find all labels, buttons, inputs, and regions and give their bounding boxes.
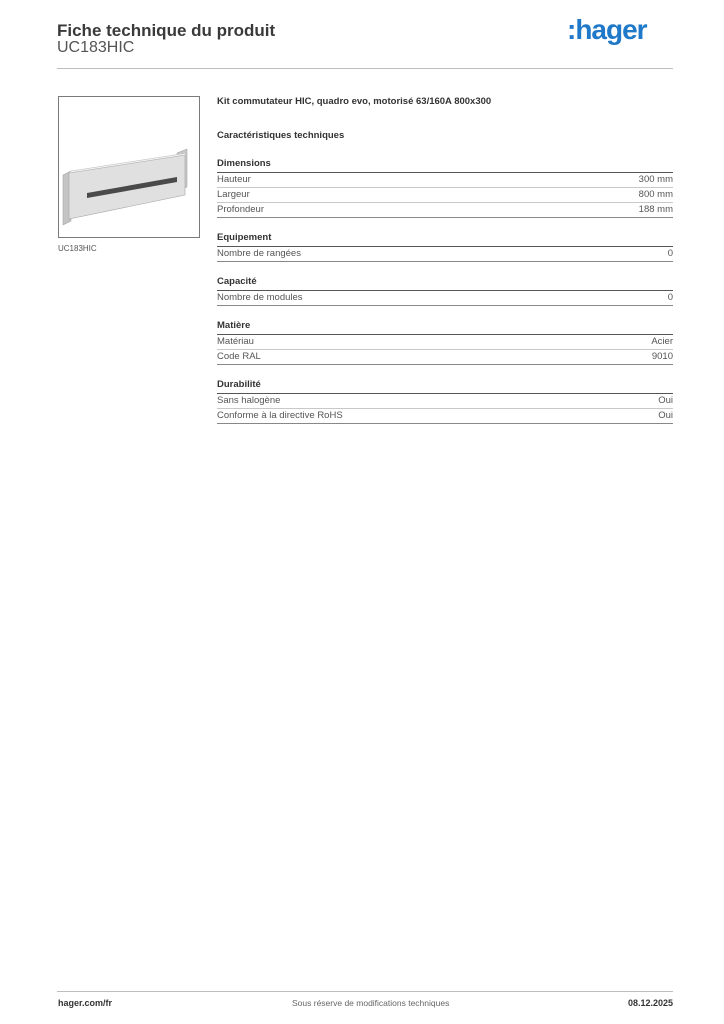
spec-group-capacite xyxy=(217,276,673,306)
hager-logo: :hager xyxy=(567,14,647,45)
spec-label: Hauteur xyxy=(217,174,251,185)
section-title: Caractéristiques techniques xyxy=(217,130,345,141)
spec-row xyxy=(217,173,673,188)
spec-group-matiere xyxy=(217,320,673,365)
spec-value: 188 mm xyxy=(638,204,673,215)
header-divider xyxy=(57,68,673,69)
spec-label: Conforme à la directive RoHS xyxy=(217,410,343,421)
spec-group-equipement xyxy=(217,232,673,262)
footer-divider xyxy=(57,991,673,992)
document-title: Fiche technique du produit xyxy=(57,21,276,40)
product-title: Kit commutateur HIC, quadro evo, motorisé 63/160A 800x300 xyxy=(217,96,492,107)
group-heading: Capacité xyxy=(217,276,673,291)
spec-group-durabilite xyxy=(217,379,673,424)
footer-website-link[interactable]: hager.com/fr xyxy=(58,998,113,1008)
spec-label: Code RAL xyxy=(217,351,261,362)
group-heading: Equipement xyxy=(217,232,673,247)
product-reference: UC183HIC xyxy=(57,39,135,56)
spec-value: Oui xyxy=(658,395,673,406)
group-heading: Durabilité xyxy=(217,379,673,394)
spec-value: 800 mm xyxy=(638,189,673,200)
footer-date: 08.12.2025 xyxy=(627,998,673,1008)
spec-row xyxy=(217,203,673,218)
spec-value: Oui xyxy=(658,410,673,421)
spec-label: Largeur xyxy=(217,189,250,200)
panel-illustration xyxy=(59,97,199,237)
spec-label: Nombre de modules xyxy=(217,292,303,303)
spec-group-dimensions xyxy=(217,158,673,218)
spec-label: Nombre de rangées xyxy=(217,248,301,259)
image-caption: UC183HIC xyxy=(58,244,97,253)
spec-value: 300 mm xyxy=(638,174,673,185)
spec-value: Acier xyxy=(651,336,673,347)
spec-row xyxy=(217,247,673,262)
spec-label: Profondeur xyxy=(217,204,265,215)
product-image xyxy=(58,96,200,238)
group-heading: Matière xyxy=(217,320,673,335)
logo-text: hager xyxy=(575,14,647,45)
spec-value: 0 xyxy=(667,292,673,303)
spec-row xyxy=(217,350,673,365)
spec-row xyxy=(217,335,673,350)
spec-row xyxy=(217,409,673,424)
spec-value: 0 xyxy=(667,248,673,259)
spec-row xyxy=(217,394,673,409)
spec-label: Sans halogène xyxy=(217,395,281,406)
spec-value: 9010 xyxy=(651,351,673,362)
spec-label: Matériau xyxy=(217,336,254,347)
specifications xyxy=(217,96,673,424)
footer-disclaimer: Sous réserve de modifications techniques xyxy=(292,998,450,1008)
spec-row xyxy=(217,188,673,203)
spec-row xyxy=(217,291,673,306)
group-heading: Dimensions xyxy=(217,158,673,173)
